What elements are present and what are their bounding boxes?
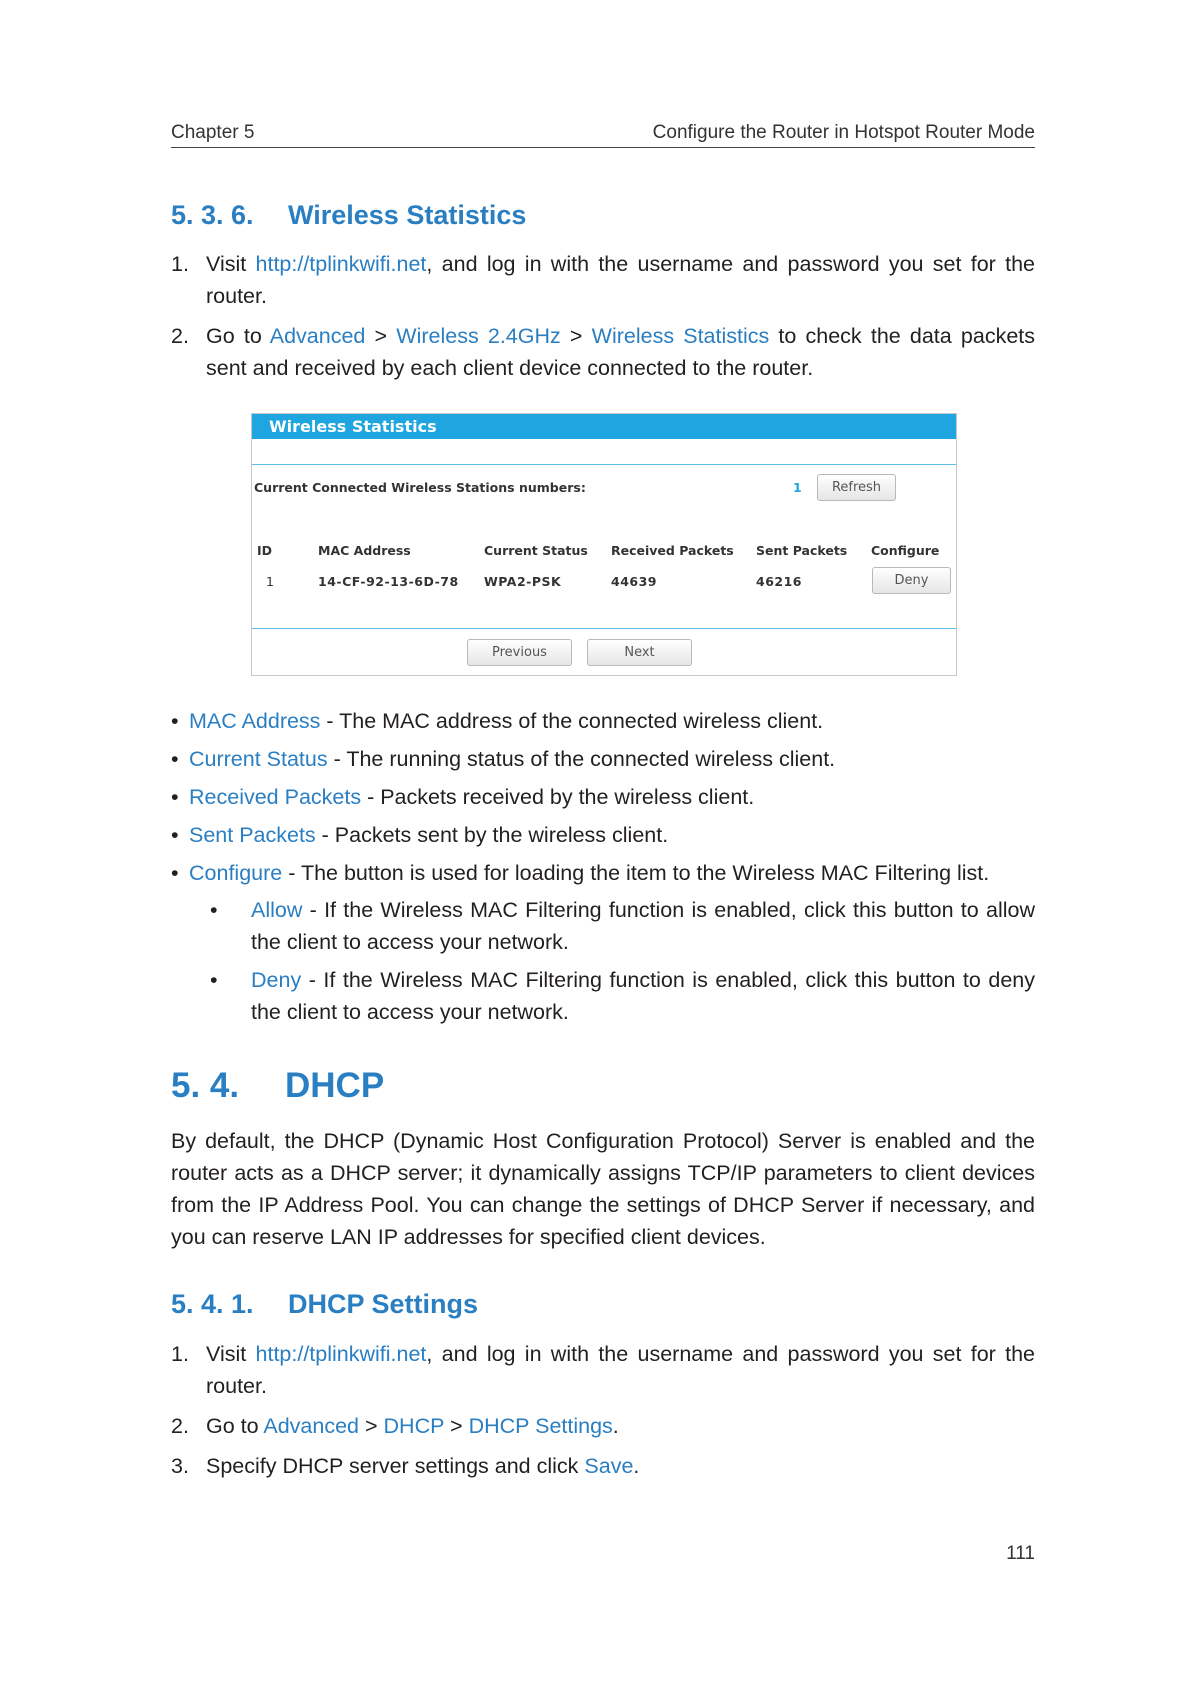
path-separator: > xyxy=(444,1414,469,1438)
path-dhcp-settings: DHCP Settings xyxy=(468,1414,613,1438)
step-number: 1. xyxy=(171,252,189,276)
row-mac: 14-CF-92-13-6D-78 xyxy=(318,574,459,589)
step-text: to check the data packets sent and received by each client device connected to the router. xyxy=(206,324,1035,380)
step-text: Go to xyxy=(206,1414,264,1438)
bullet-desc: - The running status of the connected wireless client. xyxy=(327,747,836,771)
bullet-dot: • xyxy=(171,747,179,771)
row-received: 44639 xyxy=(611,574,657,589)
col-configure: Configure xyxy=(871,543,940,558)
step-2 xyxy=(171,1410,1035,1442)
path-separator: > xyxy=(560,324,592,348)
path-separator: > xyxy=(365,324,397,348)
stations-count: 1 xyxy=(793,480,803,495)
bullet-item xyxy=(171,857,1035,889)
panel-divider xyxy=(252,628,956,629)
bullet-term: Allow xyxy=(251,898,303,922)
path-dhcp: DHCP xyxy=(383,1414,445,1438)
panel-title-bar xyxy=(252,414,956,439)
path-advanced: Advanced xyxy=(263,1414,360,1438)
tplinkwifi-link[interactable]: http://tplinkwifi.net xyxy=(255,252,427,276)
section-title: DHCP xyxy=(285,1066,385,1105)
bullet-item xyxy=(171,705,1035,737)
section-heading-5-4-1 xyxy=(171,1289,1035,1325)
bullet-dot: • xyxy=(171,823,179,847)
bullet-dot: • xyxy=(210,898,218,922)
sub-bullet-item xyxy=(210,894,1035,958)
step-1 xyxy=(171,1338,1035,1402)
panel-title: Wireless Statistics xyxy=(269,417,437,436)
col-received-packets: Received Packets xyxy=(611,543,734,558)
stations-label: Current Connected Wireless Stations numbers: xyxy=(254,480,586,495)
step-text: . xyxy=(633,1454,640,1478)
previous-button[interactable]: Previous xyxy=(467,639,572,666)
row-id: 1 xyxy=(266,574,275,589)
step-number: 2. xyxy=(171,324,189,348)
section-number: 5. 3. 6. xyxy=(171,200,254,230)
bullet-desc: - If the Wireless MAC Filtering function is enabled, click this button to allow the client to access your network. xyxy=(251,898,1035,954)
running-header xyxy=(171,122,1035,144)
header-divider xyxy=(171,147,1035,148)
section-heading-5-3-6 xyxy=(171,200,1035,236)
step-number: 2. xyxy=(171,1414,189,1438)
step-text: . xyxy=(612,1414,619,1438)
bullet-term: Sent Packets xyxy=(189,823,316,847)
chapter-label: Chapter 5 xyxy=(171,122,255,143)
step-3 xyxy=(171,1450,1035,1482)
step-number: 3. xyxy=(171,1454,189,1478)
dhcp-intro-paragraph: By default, the DHCP (Dynamic Host Configuration Protocol) Server is enabled and the router acts as a DHCP server; it dynamically assigns TCP/IP parameters to client devices from the IP Address Pool. You can change the settings of DHCP Server if necessary, and you can reserve LAN IP addresses for specified client devices. xyxy=(171,1129,1035,1249)
section-number: 5. 4. 1. xyxy=(171,1289,254,1319)
step-number: 1. xyxy=(171,1342,189,1366)
next-button[interactable]: Next xyxy=(587,639,692,666)
bullet-dot: • xyxy=(171,861,179,885)
wireless-statistics-panel xyxy=(251,413,957,676)
col-mac-address: MAC Address xyxy=(318,543,411,558)
step-text: , and log in with the username and password you set for the router. xyxy=(206,252,1036,308)
step-2 xyxy=(171,320,1035,384)
deny-button[interactable]: Deny xyxy=(872,567,951,594)
section-number: 5. 4. xyxy=(171,1066,240,1105)
panel-divider xyxy=(252,464,956,465)
bullet-dot: • xyxy=(210,968,218,992)
bullet-term: Current Status xyxy=(189,747,328,771)
path-advanced: Advanced xyxy=(269,324,366,348)
step-text: Specify DHCP server settings and click xyxy=(206,1454,585,1478)
bullet-dot: • xyxy=(171,709,179,733)
step-text: , and log in with the username and password you set for the router. xyxy=(206,1342,1036,1398)
bullet-term: Received Packets xyxy=(189,785,362,809)
bullet-desc: - Packets received by the wireless client. xyxy=(361,785,755,809)
section-title: DHCP Settings xyxy=(288,1289,479,1319)
path-wireless-24ghz: Wireless 2.4GHz xyxy=(396,324,561,348)
bullet-item xyxy=(171,781,1035,813)
bullet-desc: - If the Wireless MAC Filtering function is enabled, click this button to deny the client to access your network. xyxy=(251,968,1035,1024)
path-separator: > xyxy=(359,1414,384,1438)
section-title: Wireless Statistics xyxy=(288,200,527,230)
col-sent-packets: Sent Packets xyxy=(756,543,848,558)
bullet-desc: - Packets sent by the wireless client. xyxy=(315,823,669,847)
refresh-button[interactable]: Refresh xyxy=(817,474,896,501)
bullet-item xyxy=(171,743,1035,775)
path-wireless-statistics: Wireless Statistics xyxy=(591,324,770,348)
page-number: 111 xyxy=(1006,1543,1035,1564)
col-id: ID xyxy=(257,543,273,558)
section-heading-5-4 xyxy=(171,1066,1035,1110)
section-running-title: Configure the Router in Hotspot Router Mode xyxy=(652,122,1035,143)
step-text: Visit xyxy=(206,1342,256,1366)
bullet-desc: - The button is used for loading the item to the Wireless MAC Filtering list. xyxy=(282,861,990,885)
row-sent: 46216 xyxy=(756,574,802,589)
bullet-desc: - The MAC address of the connected wireless client. xyxy=(320,709,824,733)
bullet-item xyxy=(171,819,1035,851)
save-reference: Save xyxy=(584,1454,634,1478)
bullet-term: Configure xyxy=(189,861,283,885)
sub-bullet-item xyxy=(210,964,1035,1028)
step-1 xyxy=(171,248,1035,312)
step-text: Visit xyxy=(206,252,256,276)
row-status: WPA2-PSK xyxy=(484,574,562,589)
step-text: Go to xyxy=(206,324,270,348)
col-current-status: Current Status xyxy=(484,543,588,558)
bullet-dot: • xyxy=(171,785,179,809)
bullet-term: MAC Address xyxy=(189,709,321,733)
bullet-term: Deny xyxy=(251,968,302,992)
tplinkwifi-link[interactable]: http://tplinkwifi.net xyxy=(255,1342,427,1366)
